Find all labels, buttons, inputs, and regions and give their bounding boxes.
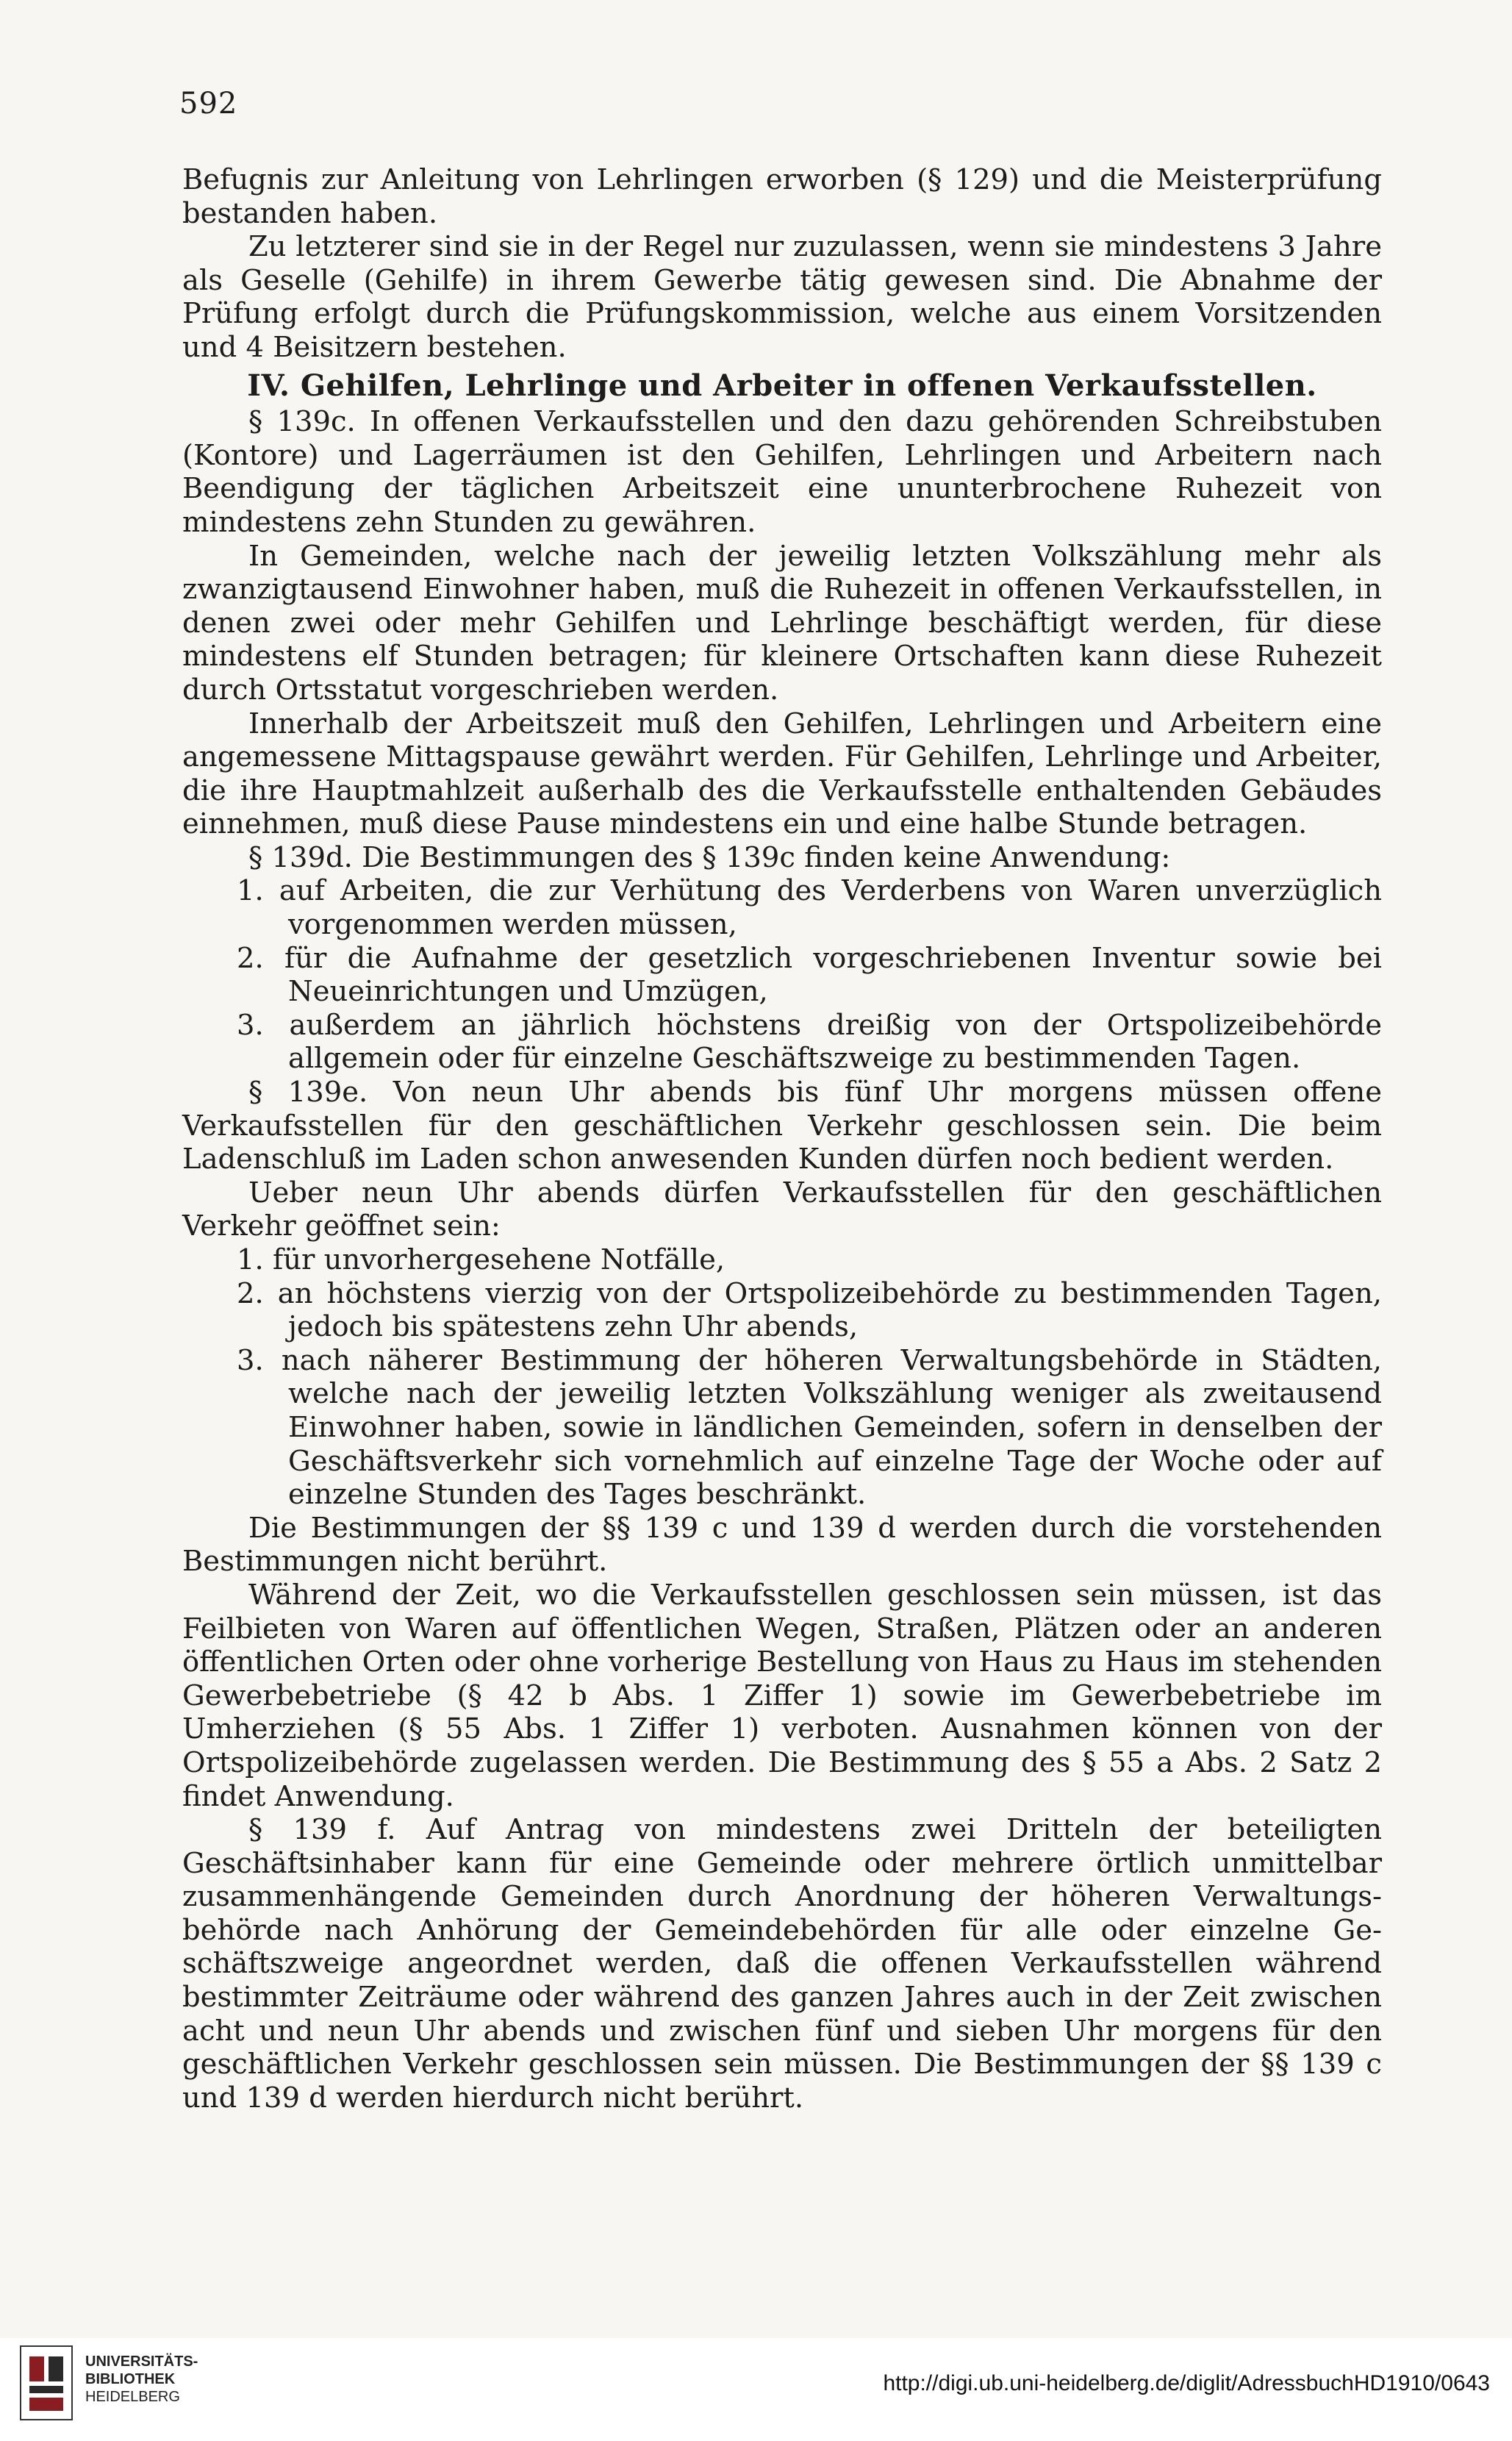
paragraph: In Gemeinden, welche nach der jeweilig letzten Volkszählung mehr als zwanzigtausend Einwohner haben, muß die Ruhezeit in offenen Verkaufsstellen, in denen zwei oder mehr Gehilfen und Lehrlinge beschäftigt werden, für diese mindestens elf Stunden betragen; für kleinere Ortschaften kann diese Ruhezeit durch Ortsstatut vorgeschrieben werden. [182, 539, 1382, 707]
paragraph: Innerhalb der Arbeitszeit muß den Gehilfen, Lehrlingen und Arbeitern eine angemessene Mittagspause gewährt werden. Für Gehilfen, Lehrlinge und Arbeiter, die ihre Hauptmahlzeit außerhalb des die Verkaufsstelle enthaltenden Gebäudes einnehmen, muß diese Pause mindestens ein und eine halbe Stunde betragen. [182, 707, 1382, 841]
paragraph: Zu letzterer sind sie in der Regel nur zuzulassen, wenn sie mindestens 3 Jahre als Geselle (Gehilfe) in ihrem Gewerbe tätig gewesen sind. Die Abnahme der Prüfung erfolgt durch die Prüfungskommission, welche aus einem Vorsitzenden und 4 Beisitzern bestehen. [182, 230, 1382, 364]
enumerated-item: 2. an höchstens vierzig von der Ortspolizeibehörde zu bestimmenden Tagen, jedoch bis spätestens zehn Uhr abends, [237, 1276, 1382, 1344]
enumerated-item: 1. auf Arbeiten, die zur Verhütung des Verderbens von Waren unverzüglich vorgenommen werden müssen, [237, 874, 1382, 942]
enumerated-item: 1. für unvorhergesehene Notfälle, [237, 1243, 725, 1276]
logo-line-3: HEIDELBERG [85, 2389, 180, 2405]
section-heading: IV. Gehilfen, Lehrlinge und Arbeiter in offenen Verkaufsstellen. [247, 368, 1317, 403]
university-seal-icon [13, 2342, 79, 2429]
enumerated-item: 3. nach näherer Bestimmung der höheren Verwaltungsbehörde in Städten, welche nach der jeweilig letzten Volkszählung weniger als zweitausend Einwohner haben, sowie in ländlichen Gemeinden, sofern in denselben der Geschäftsverkehr sich vornehmlich auf einzelne Tage der Woche oder auf einzelne Stunden des Tages beschränkt. [237, 1343, 1382, 1512]
paragraph: Während der Zeit, wo die Verkaufsstellen geschlossen sein müssen, ist das Feilbieten von Waren auf öffentlichen Wegen, Straßen, Plätzen oder an anderen öffentlichen Orten oder ohne vorherige Bestellung von Haus zu Haus im stehenden Gewerbebetriebe (§ 42 b Abs. 1 Ziffer 1) sowie im Gewerbebetriebe im Umherziehen (§ 55 Abs. 1 Ziffer 1) verboten. Ausnahmen können von der Ortspolizeibehörde zugelassen werden. Die Bestimmung des § 55 a Abs. 2 Satz 2 findet Anwendung. [182, 1578, 1382, 1813]
paragraph: Die Bestimmungen der §§ 139 c und 139 d werden durch die vorstehenden Bestimmungen nicht berührt. [182, 1511, 1382, 1579]
paragraph: Befugnis zur Anleitung von Lehrlingen erworben (§ 129) und die Meisterprüfung bestanden haben. [182, 163, 1382, 230]
logo-line-2: BIBLIOTHEK [85, 2371, 176, 2387]
library-logo-text [85, 2353, 198, 2406]
logo-line-1: UNIVERSITÄTS- [85, 2354, 198, 2370]
enumerated-item: 3. außerdem an jährlich höchstens dreißig von der Ortspolizeibehörde allgemein oder für einzelne Geschäftszweige zu bestimmenden Tagen. [237, 1008, 1382, 1076]
page-body-text [182, 163, 1382, 2115]
page-number: 592 [179, 87, 238, 121]
paragraph: Ueber neun Uhr abends dürfen Verkaufsstellen für den geschäftlichen Verkehr geöffnet sein: [182, 1176, 1382, 1243]
paragraph: § 139c. In offenen Verkaufsstellen und den dazu gehörenden Schreibstuben (Kontore) und Lagerräumen ist den Gehilfen, Lehrlingen und Arbeitern nach Beendigung der täglichen Arbeitszeit eine ununterbrochene Ruhezeit von mindestens zehn Stunden zu gewähren. [182, 405, 1382, 539]
source-url-link[interactable]: http://digi.ub.uni-heidelberg.de/diglit/AdressbuchHD1910/0643 [883, 2371, 1490, 2395]
paragraph: § 139e. Von neun Uhr abends bis fünf Uhr morgens müssen offene Verkaufsstellen für den geschäftlichen Verkehr geschlossen sein. Die beim Ladenschluß im Laden schon anwesenden Kunden dürfen noch bedient werden. [182, 1076, 1382, 1176]
enumerated-item: 2. für die Aufnahme der gesetzlich vorgeschriebenen Inventur sowie bei Neueinrichtungen und Umzügen, [237, 941, 1382, 1009]
paragraph: § 139 f. Auf Antrag von mindestens zwei Dritteln der beteiligten Geschäftsinhaber kann für eine Gemeinde oder mehrere örtlich unmittelbar zusammenhängende Gemeinden durch Anordnung der höheren Verwaltungsbehörde nach Anhörung der Gemeindebehörden für alle oder einzelne Geschäftszweige angeordnet werden, daß die offenen Verkaufsstellen während bestimmter Zeiträume oder während des ganzen Jahres auch in der Zeit zwischen acht und neun Uhr abends und zwischen fünf und sieben Uhr morgens für den geschäftlichen Verkehr geschlossen sein müssen. Die Bestimmungen der §§ 139 c und 139 d werden hierdurch nicht berührt. [182, 1813, 1382, 2115]
paragraph: § 139d. Die Bestimmungen des § 139c finden keine Anwendung: [248, 840, 1171, 874]
